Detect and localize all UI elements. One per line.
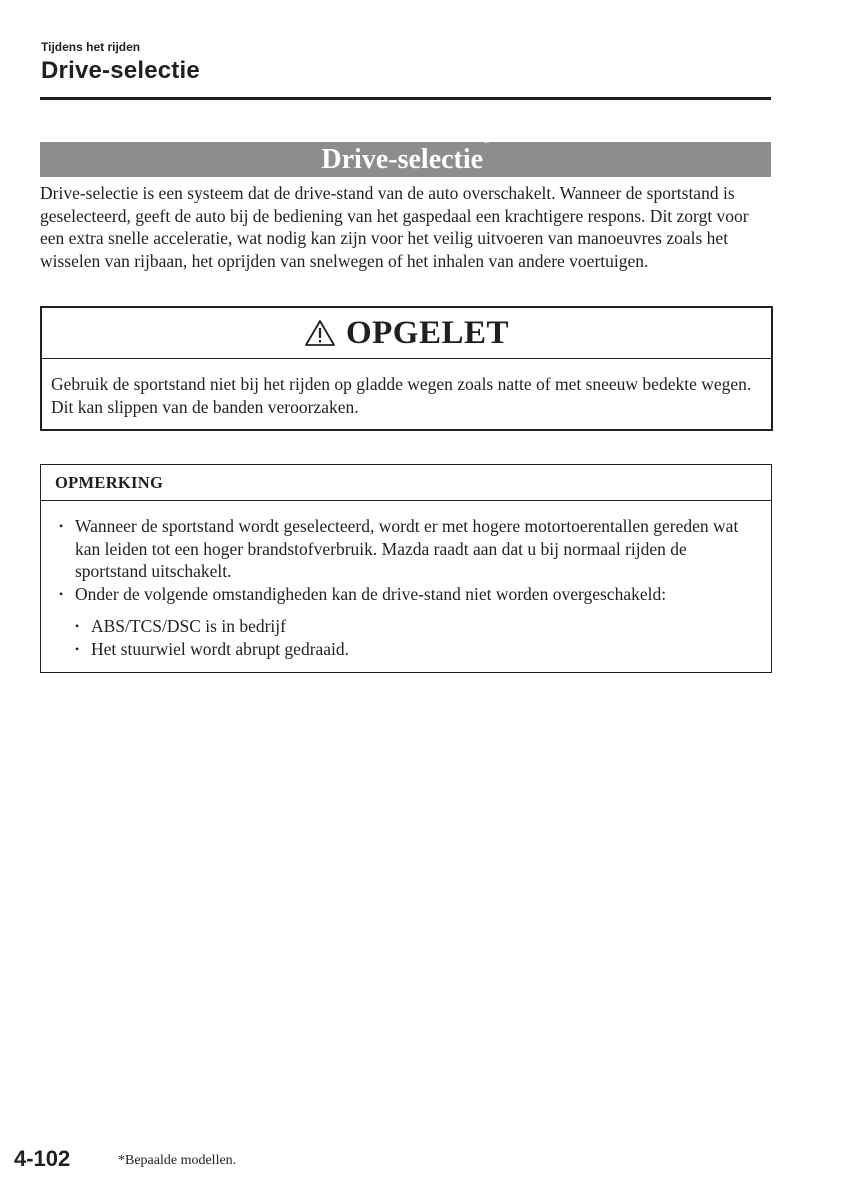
- caution-title: OPGELET: [345, 315, 510, 351]
- note-sub-item: • ABS/TCS/DSC is in bedrijf: [75, 615, 755, 638]
- running-section-title: Tijdens het rijden: [41, 40, 141, 54]
- heading-rule: [40, 97, 771, 100]
- intro-paragraph: Drive-selectie is een systeem dat de drive-stand van de auto overschakelt. Wanneer de sportstand is geselecteerd, geeft de auto bij de bediening van het gaspedaal een krachtigere respons. Dit zorgt voor een extra snelle acceleratie, wat nodig kan zijn voor het veilig uitvoeren van manoeuvres zoals het wisselen van rijbaan, het oprijden van snelwegen of het inhalen van andere voertuigen.: [40, 183, 749, 271]
- page-heading: Drive-selectie: [41, 57, 200, 84]
- caution-header: [42, 308, 771, 359]
- section-title: Drive-selectie: [321, 144, 484, 175]
- note-sub-list: [75, 615, 755, 660]
- note-item-with-sublist: [59, 583, 755, 661]
- section-title-bar: [40, 135, 771, 177]
- caution-box: [40, 306, 773, 431]
- note-box: [40, 464, 772, 673]
- note-list: [41, 501, 771, 660]
- note-item: • Wanneer de sportstand wordt geselecteerd, wordt er met hogere motortoerentallen gereden wat kan leiden tot een hoger brandstofverbruik. Mazda raadt aan dat u bij normaal rijden de sportstand uitschakelt.: [59, 515, 755, 583]
- note-title: OPMERKING: [41, 465, 771, 501]
- footnote-marker: *: [483, 135, 490, 150]
- warning-triangle-icon: [304, 319, 336, 347]
- note-item-text: Onder de volgende omstandigheden kan de drive-stand niet worden overgeschakeld:: [75, 583, 667, 604]
- caution-text: Gebruik de sportstand niet bij het rijden op gladde wegen zoals natte of met sneeuw bedekte wegen. Dit kan slippen van de banden veroorzaken.: [51, 374, 752, 417]
- footnote: *Bepaalde modellen.: [118, 1153, 237, 1168]
- page-number: 4-102: [14, 1146, 71, 1171]
- note-sub-item: • Het stuurwiel wordt abrupt gedraaid.: [75, 638, 755, 661]
